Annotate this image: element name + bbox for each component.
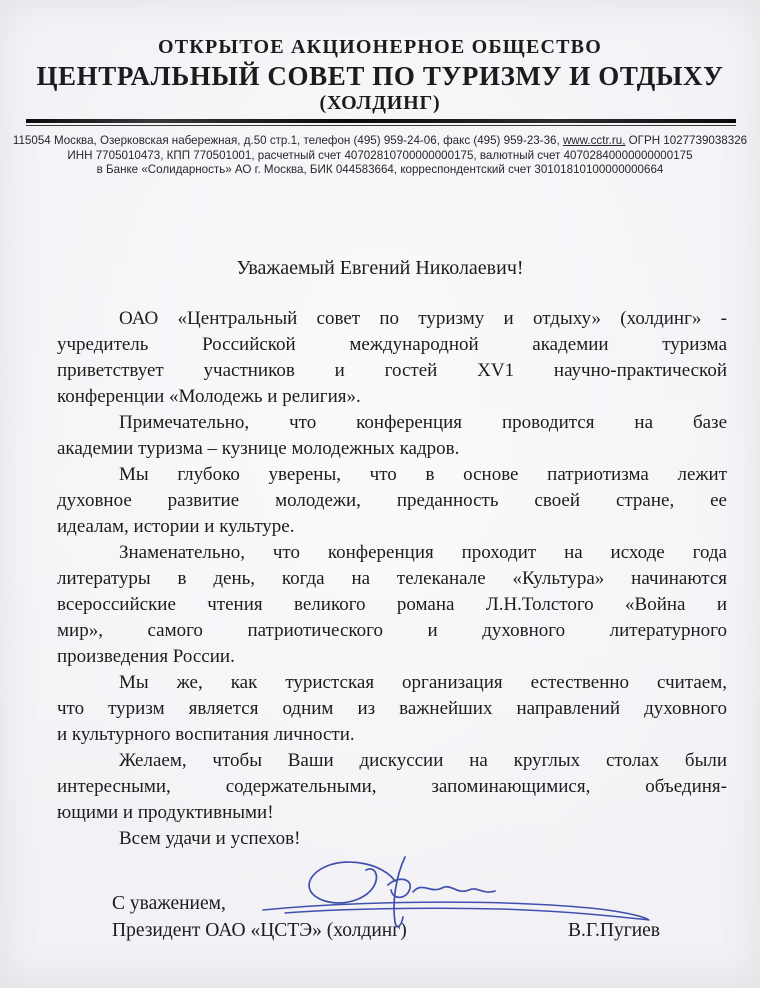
letterhead-contacts [0,134,760,178]
contact-address-phone: 115054 Москва, Озерковская набережная, д.50 стр.1, телефон (495) 959-24-06, факс (495) 959-23-36, [12,134,563,147]
closing-block [0,890,760,944]
letter-line: духовное развитие молодежи, преданность своей стране, ее [57,489,727,511]
letter-line: и культурного воспитания личности. [57,723,355,745]
letter-line: приветствует участников и гостей XV1 научно-практической [57,359,727,381]
letter-line: конференции «Молодежь и религия». [57,385,361,407]
letter-line: Примечательно, что конференция проводится на базе [119,411,727,433]
letter-line: интересными, содержательными, запоминающимися, объединя- [57,775,727,797]
letter-line: ющими и продуктивными! [57,801,274,823]
signer-name: В.Г.Пугиев [568,919,660,941]
closing-regards: С уважением, [112,892,226,914]
website-text: www.cctr.ru, [562,134,626,147]
letter-line: литературы в день, когда на телеканале «Культура» начинаются [57,567,727,589]
divider-thin-line [26,125,736,126]
letter-line: Знаменательно, что конференция проходит на исходе года [119,541,727,563]
letter-line: ОАО «Центральный совет по туризму и отдыху» (холдинг» - [119,307,727,329]
salutation: Уважаемый Евгений Николаевич! [236,256,524,279]
letter-line: учредитель Российской международной академии туризма [57,333,727,355]
letter-line: Всем удачи и успехов! [119,827,301,849]
contact-line-1 [0,134,760,149]
contact-line-2: ИНН 7705010473, КПП 770501001, расчетный счет 40702810700000000175, валютный счет 40702840000000000175 [67,148,693,162]
letterhead-org-type: ОТКРЫТОЕ АКЦИОНЕРНОЕ ОБЩЕСТВО [158,36,602,58]
letterhead-org-suffix: (ХОЛДИНГ) [319,92,441,114]
letter-line: Желаем, чтобы Ваши дискуссии на круглых столах были [119,749,727,771]
letter-line: всероссийские чтения великого романа Л.Н.Толстого «Война и [57,593,727,615]
letter-line: мир», самого патриотического и духовного литературного [57,619,727,641]
letter-body [57,306,727,852]
letter-line: академии туризма – кузнице молодежных кадров. [57,437,460,459]
letter-line: что туризм является одним из важнейших направлений духовного [57,697,727,719]
contact-ogrn: ОГРН 1027739038326 [625,134,748,147]
letterhead-divider [26,119,736,126]
divider-thick-line [26,119,736,123]
letter-line: произведения России. [57,645,235,667]
letter-line: Мы же, как туристская организация естественно считаем, [119,671,727,693]
closing-title: Президент ОАО «ЦСТЭ» (холдинг) [112,919,407,941]
contact-line-3: в Банке «Солидарность» АО г. Москва, БИК 044583664, корреспондентский счет 30101810100000000664 [96,163,664,176]
letter-line: Мы глубоко уверены, что в основе патриотизма лежит [119,463,727,485]
letter-line: идеалам, истории и культуре. [57,515,295,537]
letterhead-org-name: ЦЕНТРАЛЬНЫЙ СОВЕТ ПО ТУРИЗМУ И ОТДЫХУ [36,61,724,91]
